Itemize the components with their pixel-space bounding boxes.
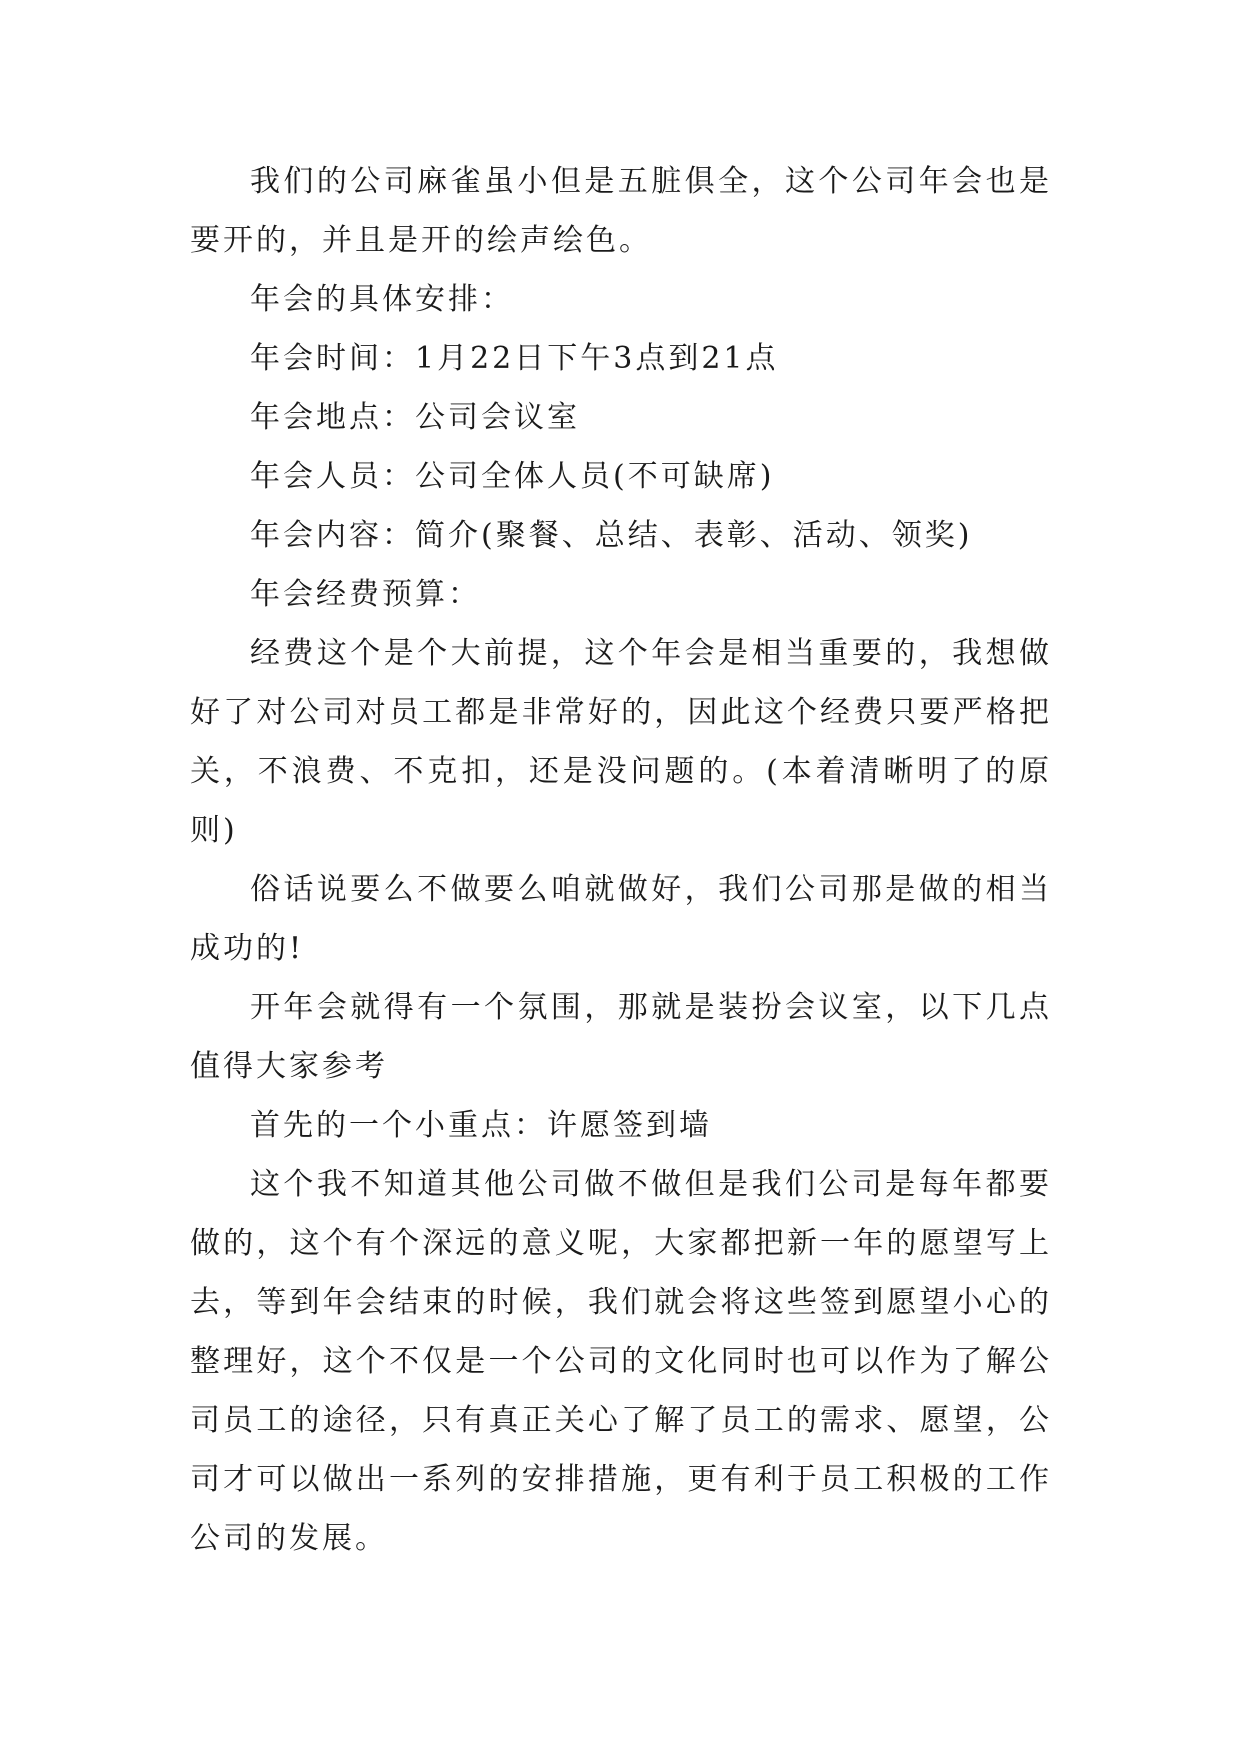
paragraph-meeting-time: 年会时间：1月22日下午3点到21点 — [250, 341, 779, 376]
paragraph-arrangement-heading: 年会的具体安排： — [250, 282, 514, 317]
paragraph-meeting-location: 年会地点：公司会议室 — [250, 400, 580, 435]
paragraph-saying: 俗话说要么不做要么咱就做好，我们公司那是做的相当成功的! — [190, 872, 1052, 966]
paragraph-wish-wall-detail: 这个我不知道其他公司做不做但是我们公司是每年都要做的，这个有个深远的意义呢，大家都把新一年的愿望写上去，等到年会结束的时候，我们就会将这些签到愿望小心的整理好，这个不仅是一个公司的文化同时也可以作为了解公司员工的途径，只有真正关心了解了员工的需求、愿望，公司才可以做出一系列的安排措施，更有利于员工积极的工作公司的发展。 — [190, 1167, 1052, 1556]
paragraph-budget-detail: 经费这个是个大前提，这个年会是相当重要的，我想做好了对公司对员工都是非常好的，因此这个经费只要严格把关，不浪费、不克扣，还是没问题的。(本着清晰明了的原则) — [190, 636, 1052, 848]
document-page — [190, 152, 1052, 1568]
paragraph-wish-wall-heading: 首先的一个小重点：许愿签到墙 — [250, 1108, 712, 1143]
paragraph-intro: 我们的公司麻雀虽小但是五脏俱全，这个公司年会也是要开的，并且是开的绘声绘色。 — [190, 164, 1052, 258]
paragraph-atmosphere: 开年会就得有一个氛围，那就是装扮会议室，以下几点值得大家参考 — [190, 990, 1052, 1084]
paragraph-meeting-content: 年会内容：简介(聚餐、总结、表彰、活动、领奖) — [250, 518, 973, 553]
paragraph-meeting-attendees: 年会人员：公司全体人员(不可缺席) — [250, 459, 775, 494]
paragraph-budget-heading: 年会经费预算： — [250, 577, 481, 612]
